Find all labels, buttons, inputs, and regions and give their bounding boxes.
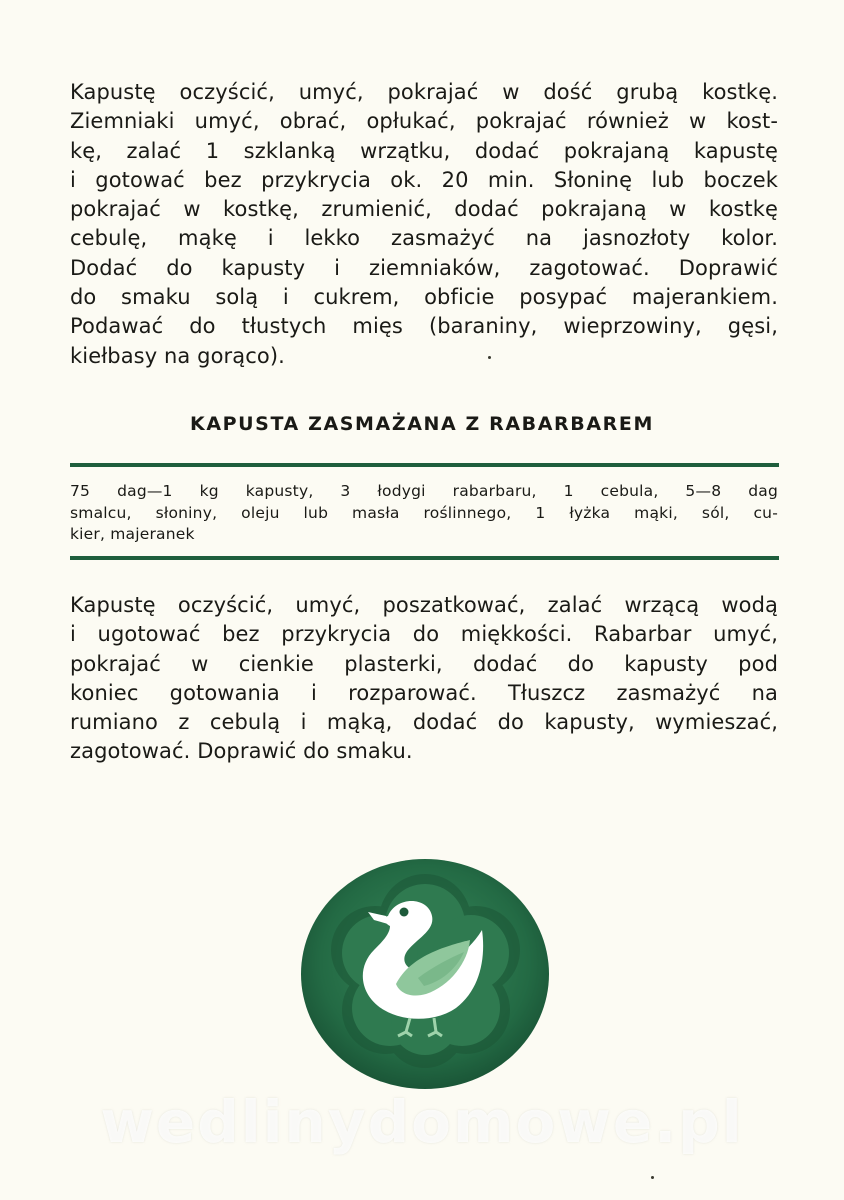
goose-icon <box>300 858 550 1090</box>
text-line: Kapustę oczyścić, umyć, poszatkować, zalać wrzącą wodą <box>70 593 778 617</box>
recipe-2-method <box>70 591 778 767</box>
text-line: kiełbasy na gorąco). <box>70 343 285 368</box>
recipe-2-title: KAPUSTA ZASMAŻANA Z RABARBAREM <box>190 413 654 435</box>
text-line: cebulę, mąkę i lekko zasmażyć na jasnozłoty kolor. <box>70 226 778 251</box>
ingredient-line: 75 dag—1 kg kapusty, 3 łodygi rabarbaru, 1 cebula, 5—8 dag <box>70 482 778 500</box>
text-line: Podawać do tłustych mięs (baraniny, wieprzowiny, gęsi, <box>70 314 778 339</box>
text-line: i gotować bez przykrycia ok. 20 min. Słoninę lub boczek <box>70 167 778 192</box>
text-line: i ugotować bez przykrycia do miękkości. Rabarbar umyć, <box>70 622 778 647</box>
ingredient-line: smalcu, słoniny, oleju lub masła roślinnego, 1 łyżka mąki, sól, cu- <box>70 503 778 522</box>
divider-bottom <box>70 556 779 560</box>
text-line: koniec gotowania i rozparować. Tłuszcz zasmażyć na <box>70 680 778 705</box>
print-speck <box>488 356 491 359</box>
ingredient-line: kier, majeranek <box>70 525 195 543</box>
recipe-1-method <box>70 78 778 371</box>
text-line: Kapustę oczyścić, umyć, pokrajać w dość grubą kostkę. <box>70 80 778 104</box>
watermark: wedlinydomowe.pl <box>100 1088 744 1156</box>
recipe-2-ingredients <box>70 481 778 546</box>
text-line: kę, zalać 1 szklanką wrzątku, dodać pokrajaną kapustę <box>70 138 778 163</box>
text-line: pokrajać w kostkę, zrumienić, dodać pokrajaną w kostkę <box>70 197 778 222</box>
goose-eye <box>400 908 409 917</box>
text-line: rumiano z cebulą i mąką, dodać do kapusty, wymieszać, <box>70 710 778 735</box>
text-line: Ziemniaki umyć, obrać, opłukać, pokrajać również w kost- <box>70 109 778 134</box>
text-line: pokrajać w cienkie plasterki, dodać do kapusty pod <box>70 651 778 676</box>
text-line: Dodać do kapusty i ziemniaków, zagotować. Doprawić <box>70 255 778 280</box>
text-line: do smaku solą i cukrem, obficie posypać majerankiem. <box>70 285 778 310</box>
divider-top <box>70 463 779 467</box>
print-speck <box>651 1176 654 1179</box>
text-line: zagotować. Doprawić do smaku. <box>70 739 413 764</box>
